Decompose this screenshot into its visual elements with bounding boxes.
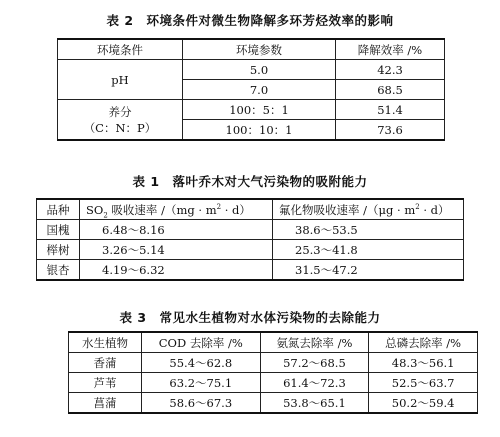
table3-header-cell: 水生植物 [69,332,142,353]
table3 [68,331,478,414]
table2-ph-label: pH [58,60,183,100]
table-cell: 菖蒲 [69,393,142,414]
table1 [36,198,464,281]
table-cell: 25.3～41.8 [273,240,464,260]
table1-header-so2 [80,199,273,220]
table2-header-cell: 降解效率 /% [336,39,445,60]
table-cell: 银杏 [37,260,80,281]
table3-header-row [69,332,478,353]
table2-header-cell: 环境条件 [58,39,183,60]
table-row [58,60,445,80]
table-row [37,260,464,281]
table2-nutrient-sub: （C：N：P） [83,120,157,135]
table1-header-so2-pre: SO [86,202,104,217]
table1-header-so2-sup: 2 [216,202,222,211]
table-row [58,100,445,120]
table-cell: 6.48～8.16 [80,220,273,240]
table-row [37,220,464,240]
table-cell: 榉树 [37,240,80,260]
table2-header-cell: 环境参数 [183,39,336,60]
table-cell: 5.0 [183,60,336,80]
table-cell: 55.4～62.8 [142,353,261,373]
table2-caption: 表 2 环境条件对微生物降解多环芳烃效率的影响 [106,13,394,28]
table-cell: 50.2～59.4 [369,393,478,414]
table-cell: 香蒲 [69,353,142,373]
table-cell: 57.2～68.5 [260,353,369,373]
table-cell: 42.3 [336,60,445,80]
table-cell: 53.8～65.1 [260,393,369,414]
table-cell: 51.4 [336,100,445,120]
table-row [37,240,464,260]
table3-caption: 表 3 常见水生植物对水体污染物的去除能力 [119,310,381,325]
table3-header-cell: COD 去除率 /% [142,332,261,353]
table-cell: 58.6～67.3 [142,393,261,414]
table-cell: 73.6 [336,120,445,141]
table-cell: 国槐 [37,220,80,240]
table3-header-cell: 氨氮去除率 /% [260,332,369,353]
table-cell: 38.6～53.5 [273,220,464,240]
table1-header-f-end: · d） [419,202,450,217]
table-cell: 31.5～47.2 [273,260,464,281]
table-cell: 芦苇 [69,373,142,393]
table-cell: 100：5：1 [183,100,336,120]
table3-header-cell: 总磷去除率 /% [369,332,478,353]
table1-header-so2-end: · d） [221,202,251,217]
table1-header-fluoride [273,199,464,220]
table-cell: 3.26～5.14 [80,240,273,260]
table1-header-row [37,199,464,220]
table-cell: 52.5～63.7 [369,373,478,393]
table-row [69,393,478,414]
table2-header-row [58,39,445,60]
table2 [57,38,445,141]
table-row [69,353,478,373]
table-cell: 4.19～6.32 [80,260,273,281]
table1-header-f-sup: 2 [415,202,420,211]
table1-header-f-pre: 氟化物吸收速率 /（μg · m [279,202,416,217]
table2-nutrient-title: 养分 [108,104,132,119]
table-cell: 61.4～72.3 [260,373,369,393]
table-cell: 68.5 [336,80,445,100]
table1-header-so2-sub: 2 [103,210,108,219]
table-cell: 63.2～75.1 [142,373,261,393]
table1-caption: 表 1 落叶乔木对大气污染物的吸附能力 [132,174,368,189]
table1-header-so2-post: 吸收速率 /（mg · m [107,202,217,217]
table-cell: 7.0 [183,80,336,100]
table-row [69,373,478,393]
table1-header-species: 品种 [37,199,80,220]
table2-nutrient-label [58,100,183,141]
table-cell: 48.3～56.1 [369,353,478,373]
table-cell: 100：10：1 [183,120,336,141]
